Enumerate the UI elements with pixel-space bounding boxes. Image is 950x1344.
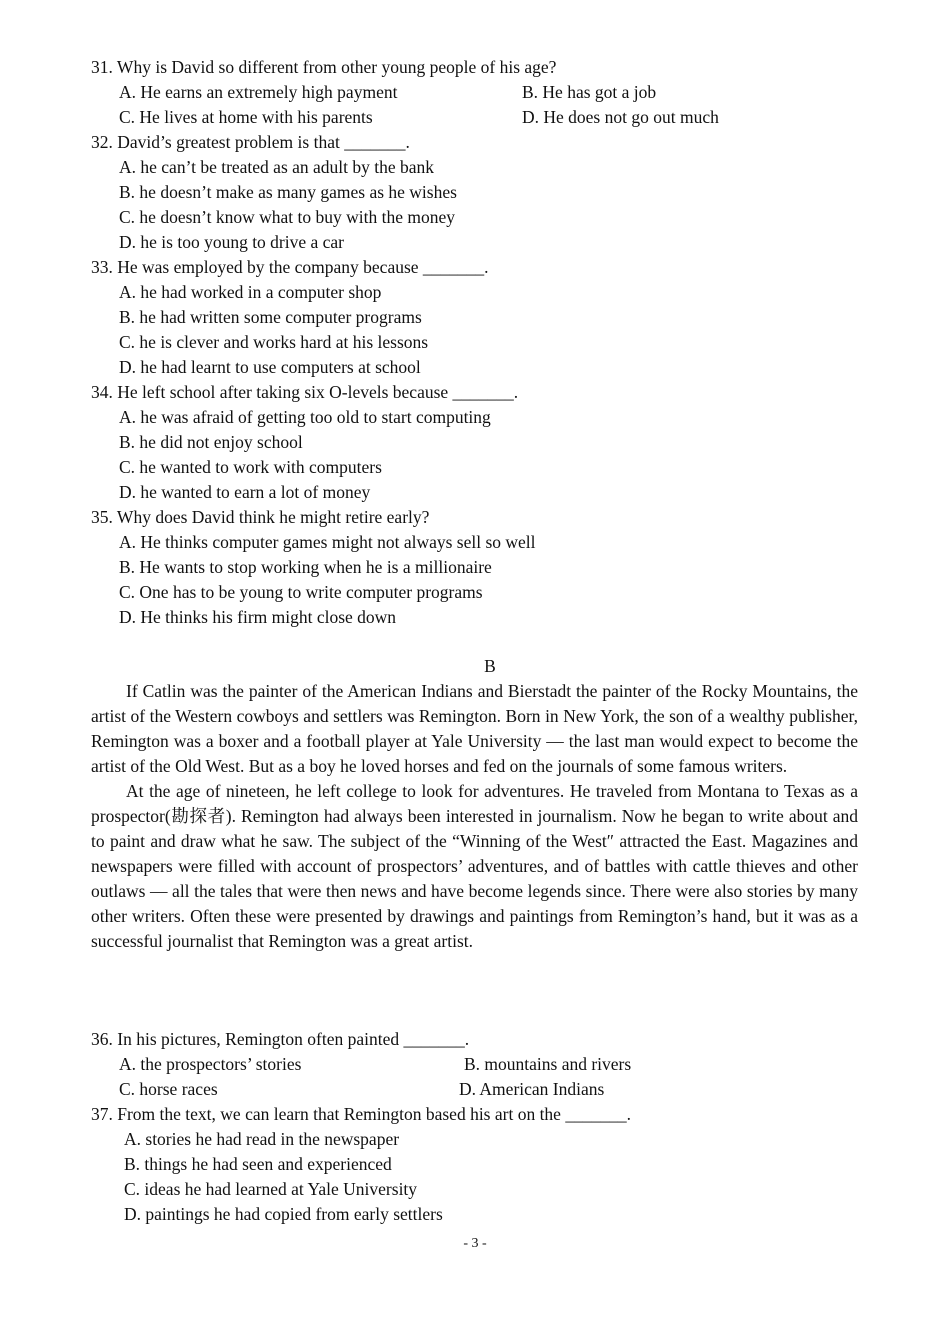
option-35d: D. He thinks his firm might close down bbox=[119, 607, 397, 627]
question-35: 35. Why does David think he might retire early? bbox=[91, 507, 430, 527]
option-34a: A. he was afraid of getting too old to start computing bbox=[119, 407, 491, 427]
question-33: 33. He was employed by the company because _______. bbox=[91, 257, 489, 277]
reading-passage bbox=[91, 679, 858, 954]
option-34c: C. he wanted to work with computers bbox=[119, 457, 382, 477]
option-37d: D. paintings he had copied from early settlers bbox=[124, 1204, 443, 1224]
option-33b: B. he had written some computer programs bbox=[119, 307, 422, 327]
option-32d: D. he is too young to drive a car bbox=[119, 232, 345, 252]
option-36a: A. the prospectors’ stories bbox=[119, 1054, 302, 1074]
question-36: 36. In his pictures, Remington often painted _______. bbox=[91, 1029, 470, 1049]
option-32c: C. he doesn’t know what to buy with the money bbox=[119, 207, 456, 227]
option-31a: A. He earns an extremely high payment bbox=[119, 82, 398, 102]
option-35b: B. He wants to stop working when he is a millionaire bbox=[119, 557, 492, 577]
option-32a: A. he can’t be treated as an adult by the bank bbox=[119, 157, 435, 177]
option-36b: B. mountains and rivers bbox=[464, 1054, 632, 1074]
option-36d: D. American Indians bbox=[459, 1079, 605, 1099]
section-heading: B bbox=[484, 656, 496, 676]
option-31c: C. He lives at home with his parents bbox=[119, 107, 373, 127]
page-number: - 3 - bbox=[463, 1236, 487, 1251]
option-37a: A. stories he had read in the newspaper bbox=[124, 1129, 400, 1149]
option-31d: D. He does not go out much bbox=[522, 107, 719, 127]
option-35c: C. One has to be young to write computer programs bbox=[119, 582, 483, 602]
option-35a: A. He thinks computer games might not always sell so well bbox=[119, 532, 536, 552]
option-34b: B. he did not enjoy school bbox=[119, 432, 303, 452]
option-37b: B. things he had seen and experienced bbox=[124, 1154, 392, 1174]
passage-paragraph-2: At the age of nineteen, he left college to look for adventures. He traveled from Montana to Texas as a prospector(勘探者). Remington had always been interested in journalism. Now he began to write about and to paint and draw what he saw. The subject of the “Winning of the West″ attracted the East. Magazines and newspapers were filled with account of prospectors’ adventures, and of battles with cattle thieves and other outlaws — all the tales that were then news and have become legends since. There were also stories by many other writers. Often these were presented by drawings and paintings from Remington’s hand, but it was as a successful journalist that Remington was a great artist. bbox=[91, 781, 858, 951]
option-32b: B. he doesn’t make as many games as he wishes bbox=[119, 182, 457, 202]
passage-paragraph-1: If Catlin was the painter of the American Indians and Bierstadt the painter of the Rocky Mountains, the artist of the Western cowboys and settlers was Remington. Born in New York, the son of a wealthy publisher, Remington was a boxer and a football player at Yale University — the last man would expect to become the artist of the Old West. But as a boy he loved horses and fed on the journals of some famous writers. bbox=[91, 681, 858, 776]
option-34d: D. he wanted to earn a lot of money bbox=[119, 482, 371, 502]
question-31: 31. Why is David so different from other young people of his age? bbox=[91, 57, 557, 77]
option-31b: B. He has got a job bbox=[522, 82, 657, 102]
option-33c: C. he is clever and works hard at his lessons bbox=[119, 332, 429, 352]
option-33d: D. he had learnt to use computers at school bbox=[119, 357, 421, 377]
option-33a: A. he had worked in a computer shop bbox=[119, 282, 382, 302]
question-37: 37. From the text, we can learn that Remington based his art on the _______. bbox=[91, 1104, 631, 1124]
option-36c: C. horse races bbox=[119, 1079, 218, 1099]
question-32: 32. David’s greatest problem is that _______. bbox=[91, 132, 410, 152]
option-37c: C. ideas he had learned at Yale University bbox=[124, 1179, 418, 1199]
question-34: 34. He left school after taking six O-levels because _______. bbox=[91, 382, 519, 402]
